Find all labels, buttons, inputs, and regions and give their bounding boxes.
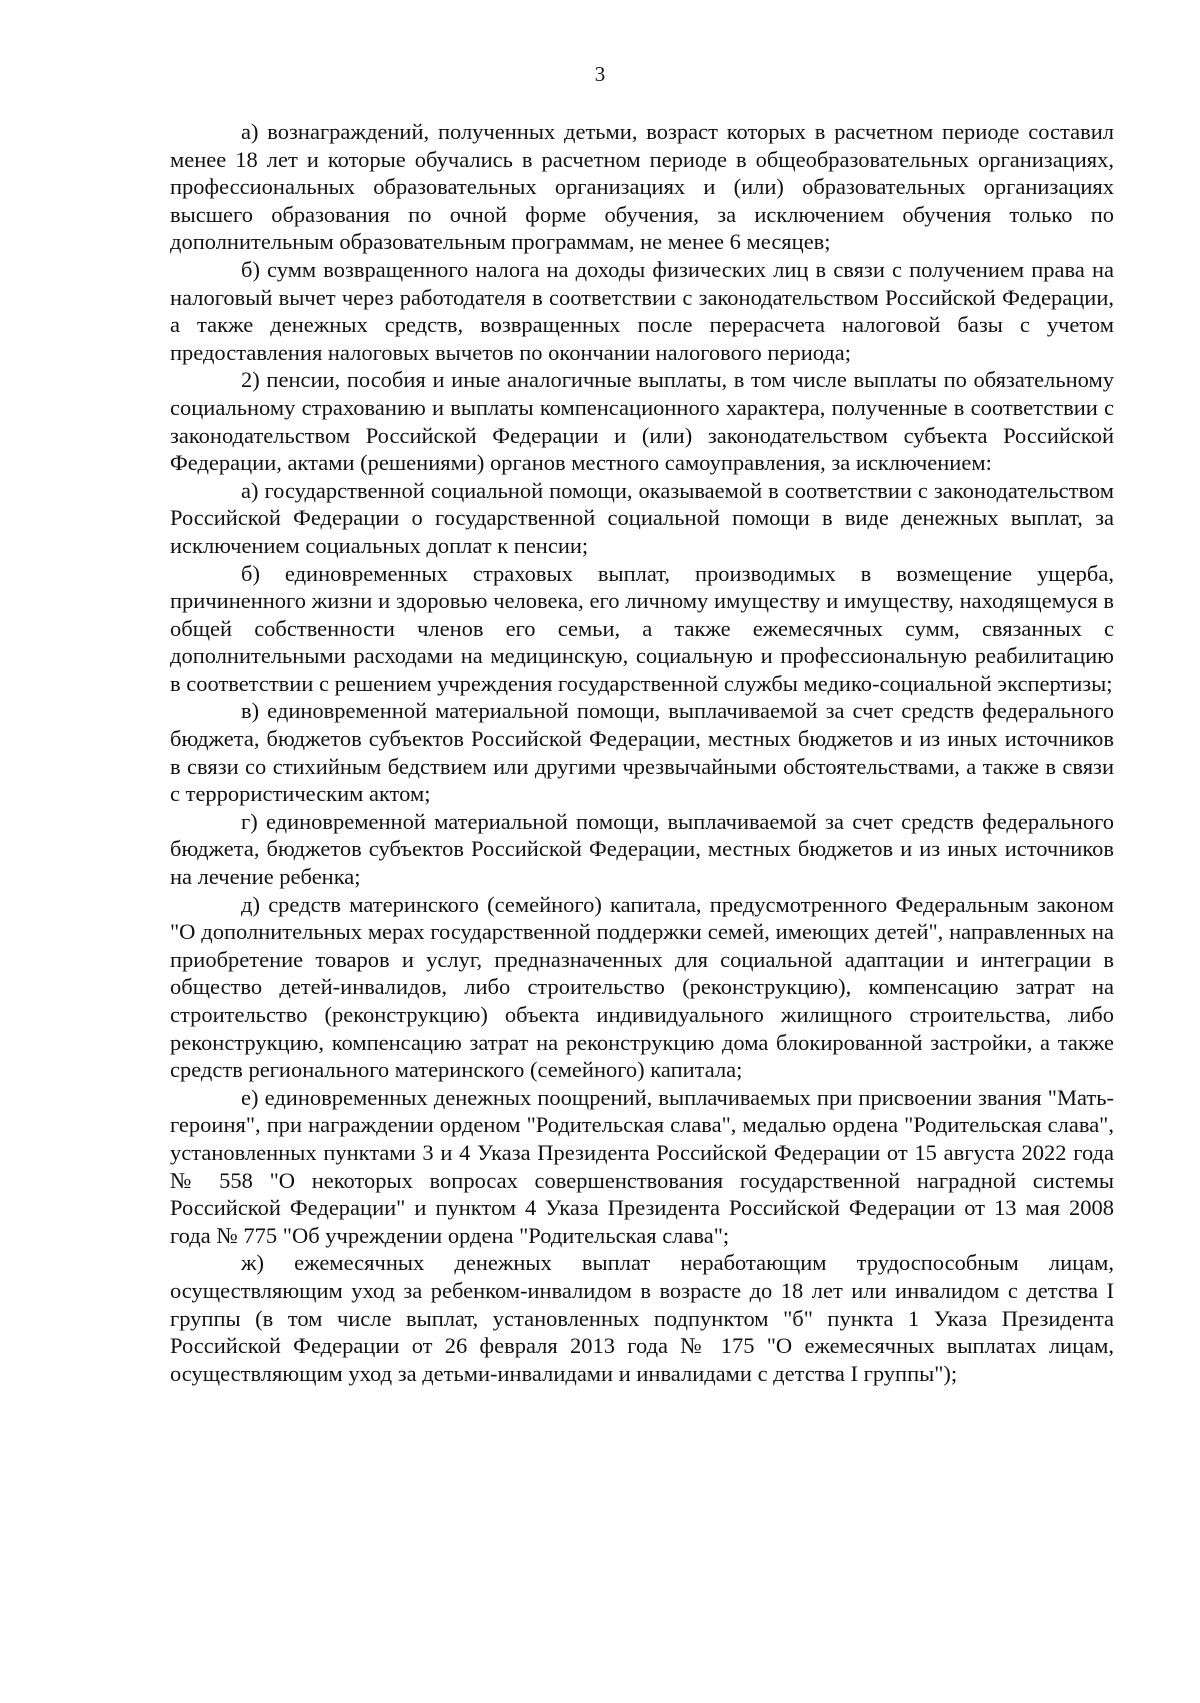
- paragraph-1a-rewards: а) вознаграждений, полученных детьми, возраст которых в расчетном периоде составил менее 18 лет и которые обучались в расчетном периоде в общеобразовательных организациях, профессиональных образовательных организациях и (или) образовательных организациях высшего образования по очной форме обучения, за исключением обучения только по дополнительным образовательным программам, не менее 6 месяцев;: [170, 119, 1114, 255]
- document-body: [170, 118, 1114, 1387]
- page-number: 3: [594, 62, 606, 86]
- paragraph-2zh-caregiver-payments: ж) ежемесячных денежных выплат неработающим трудоспособным лицам, осуществляющим уход за ребенком-инвалидом в возрасте до 18 лет или инвалидом с детства I группы (в том числе выплат, установленных подпунктом "б" пункта 1 Указа Президента Российской Федерации от 26 февраля 2013 года № 175 "О ежемесячных выплатах лицам, осуществляющим уход за детьми-инвалидами и инвалидами с детства I группы");: [170, 1250, 1114, 1386]
- paragraph-2e-awards: е) единовременных денежных поощрений, выплачиваемых при присвоении звания "Мать-героиня", при награждении орденом "Родительская слава", медалью ордена "Родительская слава", установленных пунктами 3 и 4 Указа Президента Российской Федерации от 15 августа 2022 года № 558 "О некоторых вопросах совершенствования государственной наградной системы Российской Федерации" и пунктом 4 Указа Президента Российской Федерации от 13 мая 2008 года № 775 "Об учреждении ордена "Родительская слава";: [170, 1084, 1114, 1248]
- paragraph-2b-insurance-payments: б) единовременных страховых выплат, производимых в возмещение ущерба, причиненного жизни и здоровью человека, его личному имуществу и имуществу, находящемуся в общей собственности членов его семьи, а также ежемесячных сумм, связанных с дополнительными расходами на медицинскую, социальную и профессиональную реабилитацию в соответствии с решением учреждения государственной службы медико-социальной экспертизы;: [170, 560, 1114, 696]
- paragraph-2d-maternity-capital: д) средств материнского (семейного) капитала, предусмотренного Федеральным законом "О дополнительных мерах государственной поддержки семей, имеющих детей", направленных на приобретение товаров и услуг, предназначенных для социальной адаптации и интеграции в общество детей-инвалидов, либо строительство (реконструкцию), компенсацию затрат на строительство (реконструкцию) объекта индивидуального жилищного строительства, либо реконструкцию, компенсацию затрат на реконструкцию дома блокированной застройки, а также средств регионального материнского (семейного) капитала;: [170, 891, 1114, 1083]
- paragraph-1b-returned-tax: б) сумм возвращенного налога на доходы физических лиц в связи с получением права на налоговый вычет через работодателя в соответствии с законодательством Российской Федерации, а также денежных средств, возвращенных после перерасчета налоговой базы с учетом предоставления налоговых вычетов по окончании налогового периода;: [170, 256, 1114, 365]
- paragraph-2v-emergency-aid: в) единовременной материальной помощи, выплачиваемой за счет средств федерального бюджета, бюджетов субъектов Российской Федерации, местных бюджетов и из иных источников в связи со стихийным бедствием или другими чрезвычайными обстоятельствами, а также в связи с террористическим актом;: [170, 698, 1114, 807]
- paragraph-2g-child-treatment-aid: г) единовременной материальной помощи, выплачиваемой за счет средств федерального бюджета, бюджетов субъектов Российской Федерации, местных бюджетов и из иных источников на лечение ребенка;: [170, 808, 1114, 890]
- paragraph-2-pensions: 2) пенсии, пособия и иные аналогичные выплаты, в том числе выплаты по обязательному социальному страхованию и выплаты компенсационного характера, полученные в соответствии с законодательством Российской Федерации и (или) законодательством субъекта Российской Федерации, актами (решениями) органов местного самоуправления, за исключением:: [170, 367, 1114, 476]
- paragraph-2a-social-assistance: а) государственной социальной помощи, оказываемой в соответствии с законодательством Российской Федерации о государственной социальной помощи в виде денежных выплат, за исключением социальных доплат к пенсии;: [170, 477, 1114, 558]
